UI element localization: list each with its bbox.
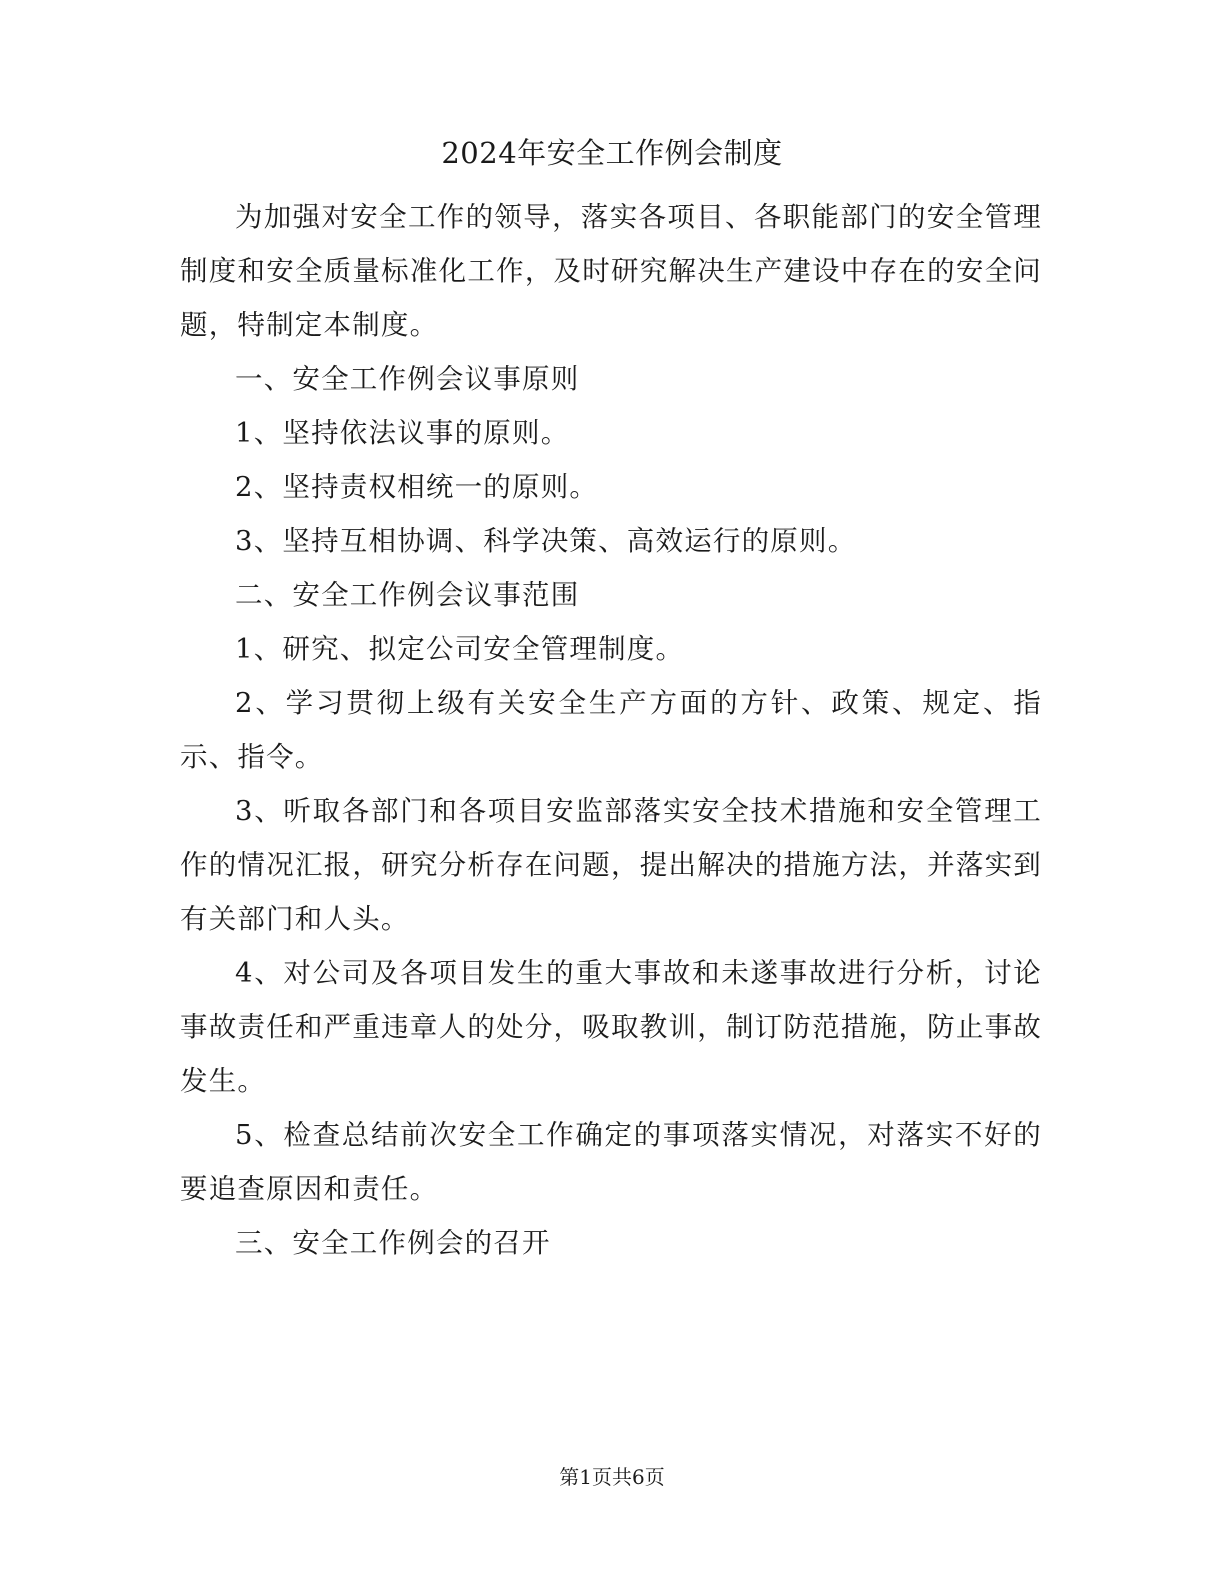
list-item: 4、对公司及各项目发生的重大事故和未遂事故进行分析，讨论事故责任和严重违章人的处分，吸取教训，制订防范措施，防止事故发生。 — [180, 957, 1042, 1097]
list-item: 2、学习贯彻上级有关安全生产方面的方针、政策、规定、指示、指令。 — [180, 687, 1042, 773]
section-heading-3: 三、安全工作例会的召开 — [235, 1227, 551, 1259]
intro-paragraph: 为加强对安全工作的领导，落实各项目、各职能部门的安全管理制度和安全质量标准化工作，及时研究解决生产建设中存在的安全问题，特制定本制度。 — [180, 201, 1042, 341]
document-title: 2024年安全工作例会制度 — [441, 136, 783, 170]
section-heading-2: 二、安全工作例会议事范围 — [235, 579, 580, 611]
list-item: 1、坚持依法议事的原则。 — [235, 417, 570, 449]
section-heading-1: 一、安全工作例会议事原则 — [235, 363, 580, 395]
list-item: 1、研究、拟定公司安全管理制度。 — [235, 633, 685, 665]
list-item: 3、坚持互相协调、科学决策、高效运行的原则。 — [235, 525, 857, 557]
page-footer: 第1页共6页 — [559, 1465, 665, 1489]
list-item: 5、检查总结前次安全工作确定的事项落实情况，对落实不好的要追查原因和责任。 — [180, 1119, 1042, 1205]
list-item: 2、坚持责权相统一的原则。 — [235, 471, 599, 503]
list-item: 3、听取各部门和各项目安监部落实安全技术措施和安全管理工作的情况汇报，研究分析存在问题，提出解决的措施方法，并落实到有关部门和人头。 — [180, 795, 1042, 935]
document-body — [180, 190, 1042, 1270]
